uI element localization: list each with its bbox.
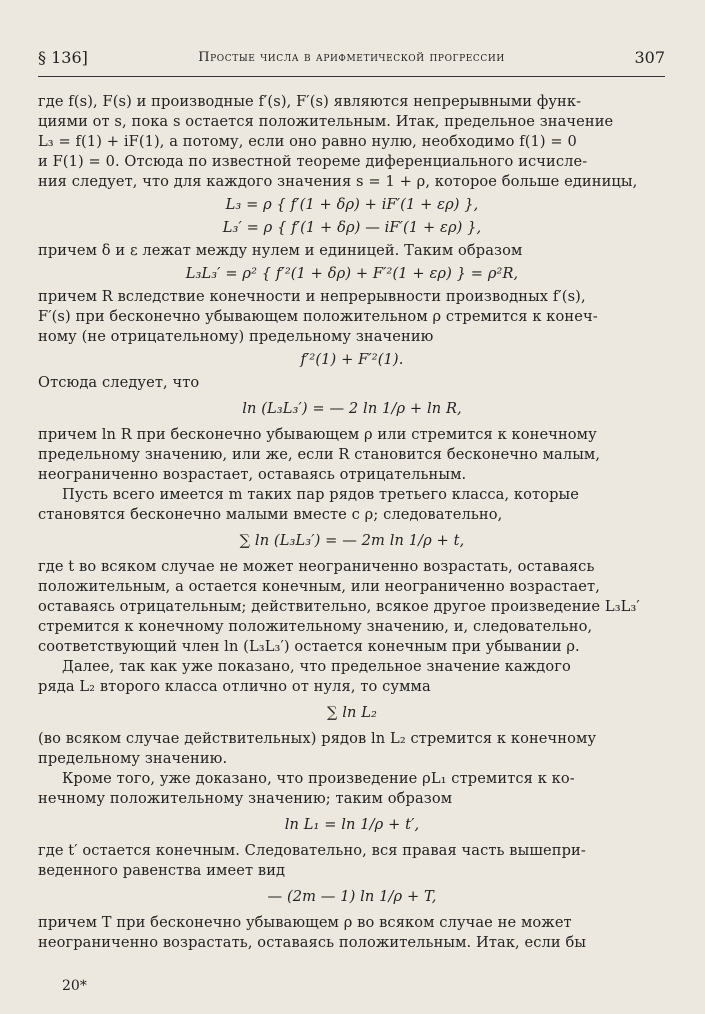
text-line: (во всяком случае действительных) рядов ln L₂ стремится к конечному xyxy=(38,730,597,747)
text-line: неограниченно возрастать, оставаясь положительным. Итак, если бы xyxy=(38,934,587,951)
text-line: становятся бесконечно малыми вместе с ρ; следовательно, xyxy=(38,506,503,523)
formula: L₃ = ρ { f′(1 + δρ) + iF′(1 + ερ) }, xyxy=(225,196,479,213)
formula: ln (L₃L₃′) = — 2 ln 1/ρ + ln R, xyxy=(242,400,462,417)
text-line: где t′ остается конечным. Следовательно, вся правая часть вышепри- xyxy=(38,842,586,859)
running-header xyxy=(38,48,665,77)
text-line: ному (не отрицательному) предельному значению xyxy=(38,328,434,345)
text-line: стремится к конечному положительному значению, и, следовательно, xyxy=(38,618,593,635)
text-line: Кроме того, уже доказано, что произведение ρL₁ стремится к ко- xyxy=(62,770,575,787)
text-line: причем ln R при бесконечно убывающем ρ или стремится к конечному xyxy=(38,426,597,443)
text-line: циями от s, пока s остается положительным. Итак, предельное значение xyxy=(38,113,614,130)
signature-mark: 20* xyxy=(62,978,87,994)
formula: ∑ ln (L₃L₃′) = — 2m ln 1/ρ + t, xyxy=(239,532,465,549)
text-line: ряда L₂ второго класса отлично от нуля, то сумма xyxy=(38,678,431,695)
running-title: Простые числа в арифметической прогрессии xyxy=(198,50,505,65)
page-body xyxy=(38,92,666,953)
formula: L₃′ = ρ { f′(1 + δρ) — iF′(1 + ερ) }, xyxy=(222,219,482,236)
text-line: причем T при бесконечно убывающем ρ во всяком случае не может xyxy=(38,914,572,931)
section-ref: § 136] xyxy=(38,48,88,67)
text-line: где t во всяком случае не может неограниченно возрастать, оставаясь xyxy=(38,558,595,575)
text-line: нечному положительному значению; таким образом xyxy=(38,790,453,807)
text-line: предельному значению. xyxy=(38,750,228,767)
text-line: L₃ = f(1) + iF(1), а потому, если оно равно нулю, необходимо f(1) = 0 xyxy=(38,133,577,150)
formula: ln L₁ = ln 1/ρ + t′, xyxy=(284,816,420,833)
page-number: 307 xyxy=(634,48,665,67)
text-line: F′(s) при бесконечно убывающем положительном ρ стремится к конеч- xyxy=(38,308,598,325)
text-line: Пусть всего имеется m таких пар рядов третьего класса, которые xyxy=(62,486,579,503)
text-line: где f(s), F(s) и производные f′(s), F′(s) являются непрерывными функ- xyxy=(38,93,582,110)
text-line: ния следует, что для каждого значения s = 1 + ρ, которое больше единицы, xyxy=(38,173,638,190)
text-line: положительным, а остается конечным, или неограниченно возрастает, xyxy=(38,578,600,595)
text-line: Далее, так как уже показано, что предельное значение каждого xyxy=(62,658,571,675)
formula: — (2m — 1) ln 1/ρ + T, xyxy=(267,888,437,905)
formula: L₃L₃′ = ρ² { f′²(1 + δρ) + F′²(1 + ερ) } = ρ²R, xyxy=(185,265,519,282)
text-line: причем R вследствие конечности и непрерывности производных f′(s), xyxy=(38,288,586,305)
text-line: предельному значению, или же, если R становится бесконечно малым, xyxy=(38,446,601,463)
text-line: Отсюда следует, что xyxy=(38,374,200,391)
formula: f′²(1) + F′²(1). xyxy=(300,351,404,368)
text-line: неограниченно возрастает, оставаясь отрицательным. xyxy=(38,466,467,483)
text-line: оставаясь отрицательным; действительно, всякое другое произведение L₃L₃′ xyxy=(38,598,640,615)
text-line: соответствующий член ln (L₃L₃′) остается конечным при убывании ρ. xyxy=(38,638,580,655)
text-line: веденного равенства имеет вид xyxy=(38,862,286,879)
formula: ∑ ln L₂ xyxy=(326,704,377,721)
text-line: причем δ и ε лежат между нулем и единицей. Таким образом xyxy=(38,242,523,259)
text-line: и F(1) = 0. Отсюда по известной теореме диференциального исчисле- xyxy=(38,153,588,170)
